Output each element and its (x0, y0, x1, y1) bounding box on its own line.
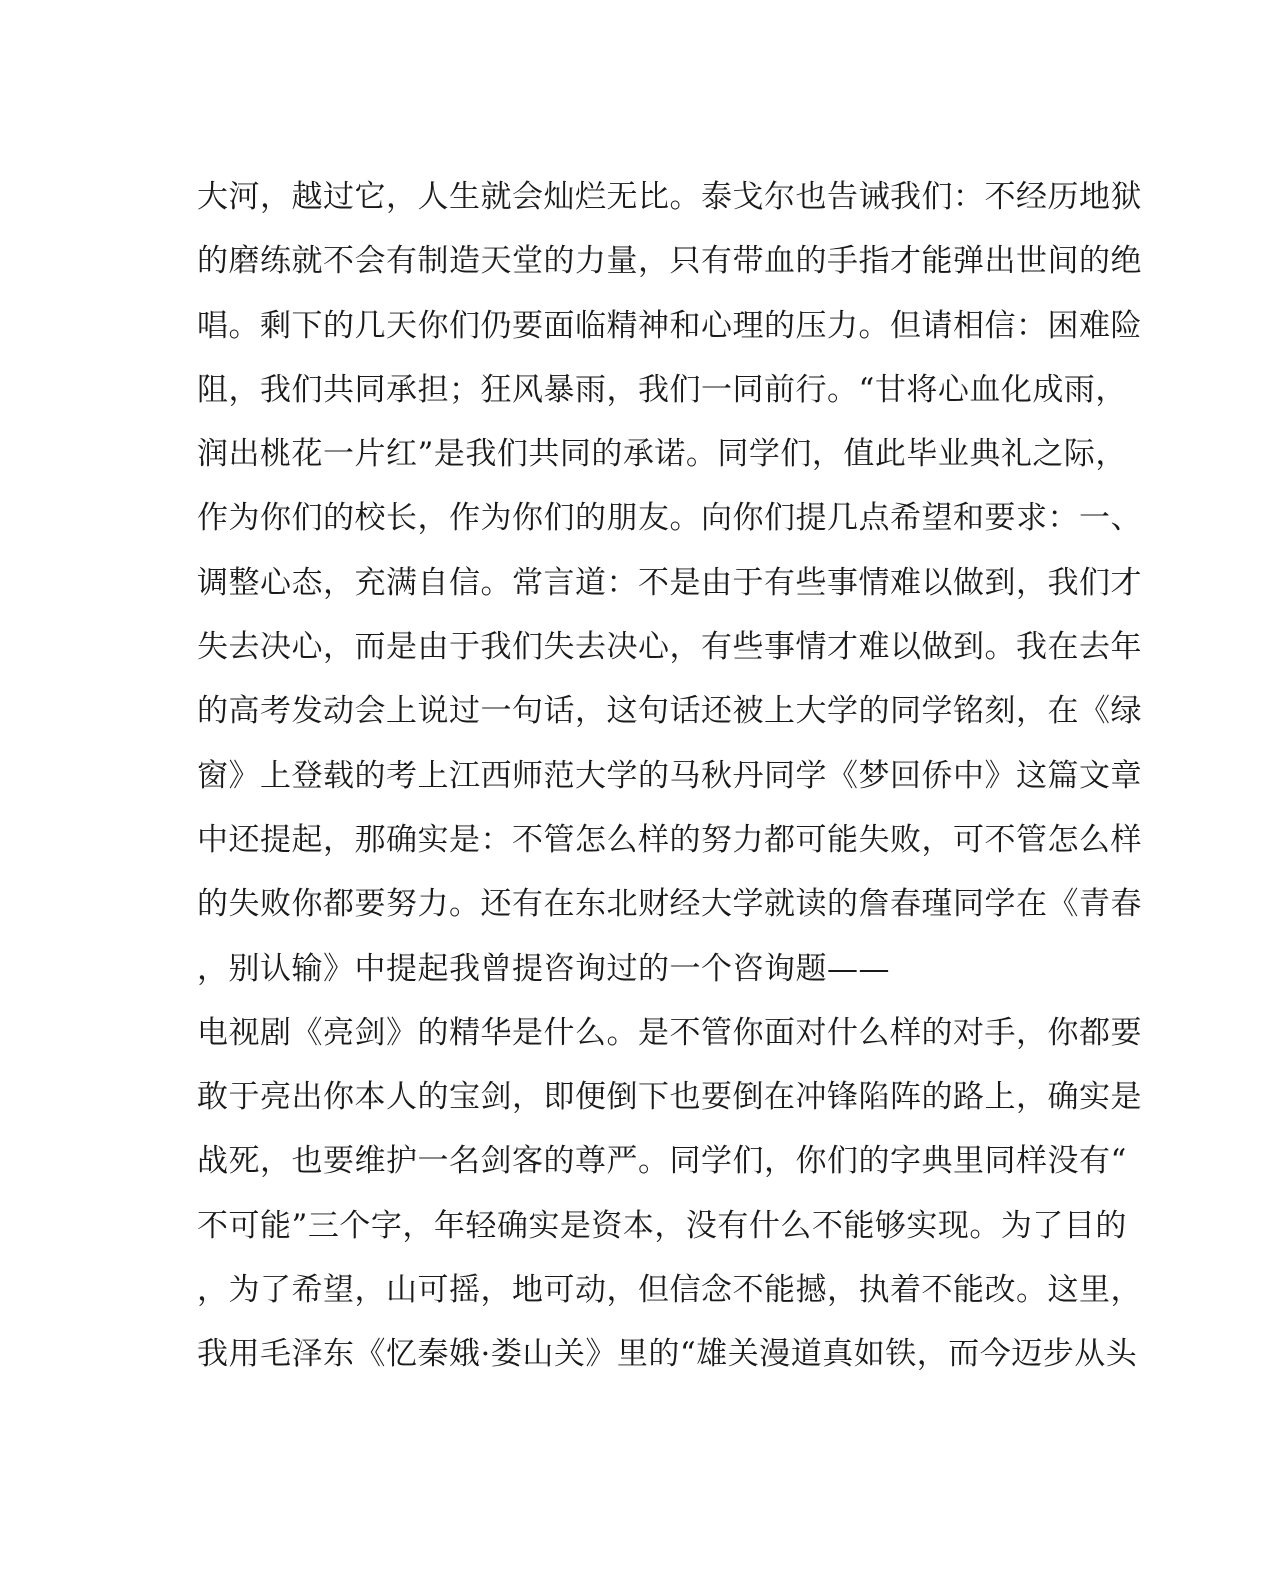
text-line-8: 失去决心，而是由于我们失去决心，有些事情才难以做到。我在去年 (197, 629, 1142, 666)
text-line-16: 战死，也要维护一名剑客的尊严。同学们，你们的字典里同样没有“ (197, 1143, 1127, 1180)
text-line-13: ，别认输》中提起我曾提咨询过的一个咨询题—— (197, 950, 890, 987)
text-line-6: 作为你们的校长，作为你们的朋友。向你们提几点希望和要求：一、 (197, 500, 1142, 537)
text-line-10: 窗》上登载的考上江西师范大学的马秋丹同学《梦回侨中》这篇文章 (197, 757, 1142, 794)
text-line-7: 调整心态，充满自信。常言道：不是由于有些事情难以做到，我们才 (197, 564, 1142, 601)
text-line-5: 润出桃花一片红”是我们共同的承诺。同学们，值此毕业典礼之际， (197, 436, 1127, 473)
text-line-2: 的磨练就不会有制造天堂的力量，只有带血的手指才能弹出世间的绝 (197, 243, 1142, 280)
text-line-15: 敢于亮出你本人的宝剑，即便倒下也要倒在冲锋陷阵的路上，确实是 (197, 1079, 1142, 1116)
text-line-3: 唱。剩下的几天你们仍要面临精神和心理的压力。但请相信：困难险 (197, 307, 1142, 344)
body-text (197, 165, 1142, 1387)
text-line-19: 我用毛泽东《忆秦娥·娄山关》里的“雄关漫道真如铁，而今迈步从头 (197, 1336, 1138, 1373)
text-line-11: 中还提起，那确实是：不管怎么样的努力都可能失败，可不管怎么样 (197, 821, 1142, 858)
text-line-9: 的高考发动会上说过一句话，这句话还被上大学的同学铭刻，在《绿 (197, 693, 1142, 730)
text-line-12: 的失败你都要努力。还有在东北财经大学就读的詹春瑾同学在《青春 (197, 886, 1142, 923)
text-line-14: 电视剧《亮剑》的精华是什么。是不管你面对什么样的对手，你都要 (197, 1014, 1142, 1051)
text-line-1: 大河，越过它，人生就会灿烂无比。泰戈尔也告诫我们：不经历地狱 (197, 179, 1142, 215)
text-line-4: 阻，我们共同承担；狂风暴雨，我们一同前行。“甘将心血化成雨， (197, 371, 1127, 408)
text-line-18: ，为了希望，山可摇，地可动，但信念不能撼，执着不能改。这里， (197, 1272, 1142, 1309)
text-line-17: 不可能”三个字，年轻确实是资本，没有什么不能够实现。为了目的 (197, 1207, 1127, 1244)
